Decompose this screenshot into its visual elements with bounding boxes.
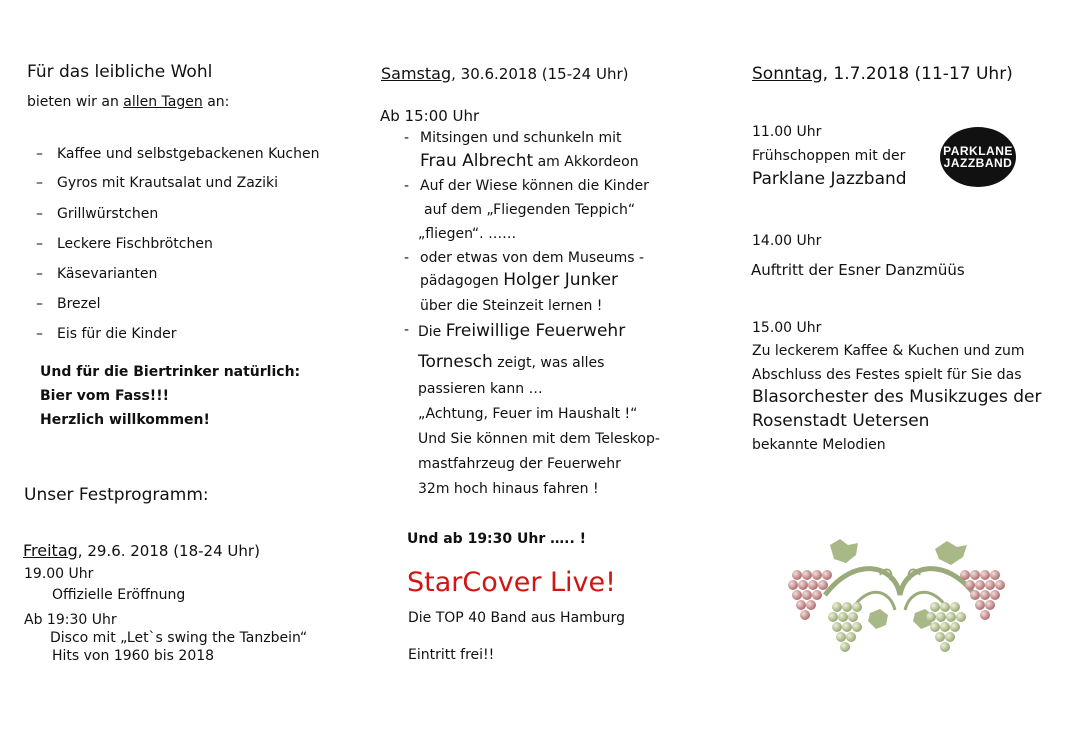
sunday-event-3b: Abschluss des Festes spielt für Sie das <box>752 367 1022 383</box>
dash-icon: - <box>404 250 410 266</box>
dash-icon: – <box>36 296 43 312</box>
sunday-day: Sonntag <box>752 64 823 84</box>
sat-item-d1 <box>418 321 625 341</box>
dash-icon: – <box>36 206 43 222</box>
saturday-heading <box>381 64 628 83</box>
list-item: Käsevarianten <box>57 266 158 282</box>
food-intro-pre: bieten wir an <box>27 94 124 110</box>
dash-icon: - <box>404 178 410 194</box>
list-item: Kaffee und selbstgebackenen Kuchen <box>57 146 320 162</box>
logo-text-2: JAZZBAND <box>943 156 1013 170</box>
entry-free: Eintritt frei!! <box>408 647 495 663</box>
friday-heading <box>23 541 260 560</box>
sat-item-a1: Mitsingen und schunkeln mit <box>420 130 622 146</box>
welcome-line: Herzlich willkommen! <box>40 412 210 428</box>
list-item: Grillwürstchen <box>57 206 159 222</box>
beer-line-2: Bier vom Fass!!! <box>40 388 169 404</box>
saturday-day: Samstag <box>381 64 452 83</box>
saturday-date: , 30.6.2018 (15-24 Uhr) <box>451 65 629 83</box>
sat-item-d7: 32m hoch hinaus fahren ! <box>418 481 599 497</box>
grapevine-illustration <box>785 535 1015 660</box>
friday-event-1: Offizielle Eröffnung <box>52 587 186 603</box>
parklane-jazzband-logo <box>940 127 1016 187</box>
sat-item-a2-rest: am Akkordeon <box>533 154 639 170</box>
sat-item-c1: oder etwas von dem Museums - <box>420 250 645 266</box>
sunday-event-1b: Parklane Jazzband <box>752 169 907 189</box>
beer-line-1: Und für die Biertrinker natürlich: <box>40 364 301 380</box>
food-intro <box>27 94 229 110</box>
performer-albrecht: Frau Albrecht <box>420 151 534 171</box>
friday-event-2: Disco mit „Let`s swing the Tanzbein“ <box>50 630 308 646</box>
sat-item-c3: über die Steinzeit lernen ! <box>420 298 603 314</box>
fire-brigade-town: Tornesch <box>418 352 493 372</box>
sat-item-c2 <box>420 270 618 290</box>
sat-item-d2 <box>418 352 604 372</box>
dash-icon: – <box>36 326 43 342</box>
sat-item-d4: „Achtung, Feuer im Haushalt !“ <box>418 406 638 422</box>
sat-item-d6: mastfahrzeug der Feuerwehr <box>418 456 621 472</box>
saturday-evening: Und ab 19:30 Uhr ….. ! <box>407 531 587 547</box>
sat-item-d1-pre: Die <box>418 324 446 340</box>
sat-item-c2-pre: pädagogen <box>420 273 504 289</box>
sat-item-b2: auf dem „Fliegenden Teppich“ <box>424 202 636 218</box>
sunday-time-1: 11.00 Uhr <box>752 124 822 140</box>
dash-icon: – <box>36 266 43 282</box>
saturday-time-1: Ab 15:00 Uhr <box>380 107 480 125</box>
performer-junker: Holger Junker <box>503 270 619 290</box>
friday-date: , 29.6. 2018 (18-24 Uhr) <box>77 542 260 560</box>
list-item: Brezel <box>57 296 101 312</box>
sunday-heading <box>752 64 1013 84</box>
sunday-time-2: 14.00 Uhr <box>752 233 822 249</box>
friday-time-1: 19.00 Uhr <box>24 566 94 582</box>
dash-icon: – <box>36 146 43 162</box>
friday-event-2-sub: Hits von 1960 bis 2018 <box>52 648 215 664</box>
friday-day: Freitag <box>23 541 78 560</box>
sat-item-b3: „fliegen“. …… <box>418 226 517 242</box>
list-item: Gyros mit Krautsalat und Zaziki <box>57 175 279 191</box>
program-title: Unser Festprogramm: <box>24 485 209 505</box>
list-item: Leckere Fischbrötchen <box>57 236 213 252</box>
band-name: StarCover Live! <box>407 567 616 598</box>
sat-item-d3: passieren kann … <box>418 381 543 397</box>
fire-brigade-name: Freiwillige Feuerwehr <box>445 321 626 341</box>
dash-icon: - <box>404 322 410 338</box>
sunday-event-3a: Zu leckerem Kaffee & Kuchen und zum <box>752 343 1025 359</box>
sunday-event-3e: bekannte Melodien <box>752 437 886 453</box>
dash-icon: – <box>36 175 43 191</box>
food-intro-underlined: allen Tagen <box>123 94 203 110</box>
sat-item-b1: Auf der Wiese können die Kinder <box>420 178 649 194</box>
sat-item-d5: Und Sie können mit dem Teleskop- <box>418 431 660 447</box>
sat-item-a2 <box>420 151 639 171</box>
sunday-date: , 1.7.2018 (11-17 Uhr) <box>822 64 1013 84</box>
sunday-event-1a: Frühschoppen mit der <box>752 148 906 164</box>
friday-time-2: Ab 19:30 Uhr <box>24 612 117 628</box>
logo-text-1: PARKLANE <box>943 144 1013 158</box>
food-title: Für das leibliche Wohl <box>27 62 213 82</box>
dash-icon: - <box>404 130 410 146</box>
band-subtitle: Die TOP 40 Band aus Hamburg <box>408 610 625 626</box>
food-intro-post: an: <box>202 94 230 110</box>
sunday-time-3: 15.00 Uhr <box>752 320 822 336</box>
sat-item-d2-rest: zeigt, was alles <box>492 355 605 371</box>
list-item: Eis für die Kinder <box>57 326 177 342</box>
sunday-event-3d: Rosenstadt Uetersen <box>752 411 930 431</box>
sunday-event-2: Auftritt der Esner Danzmüüs <box>751 261 965 279</box>
dash-icon: – <box>36 236 43 252</box>
sunday-event-3c: Blasorchester des Musikzuges der <box>752 387 1042 407</box>
